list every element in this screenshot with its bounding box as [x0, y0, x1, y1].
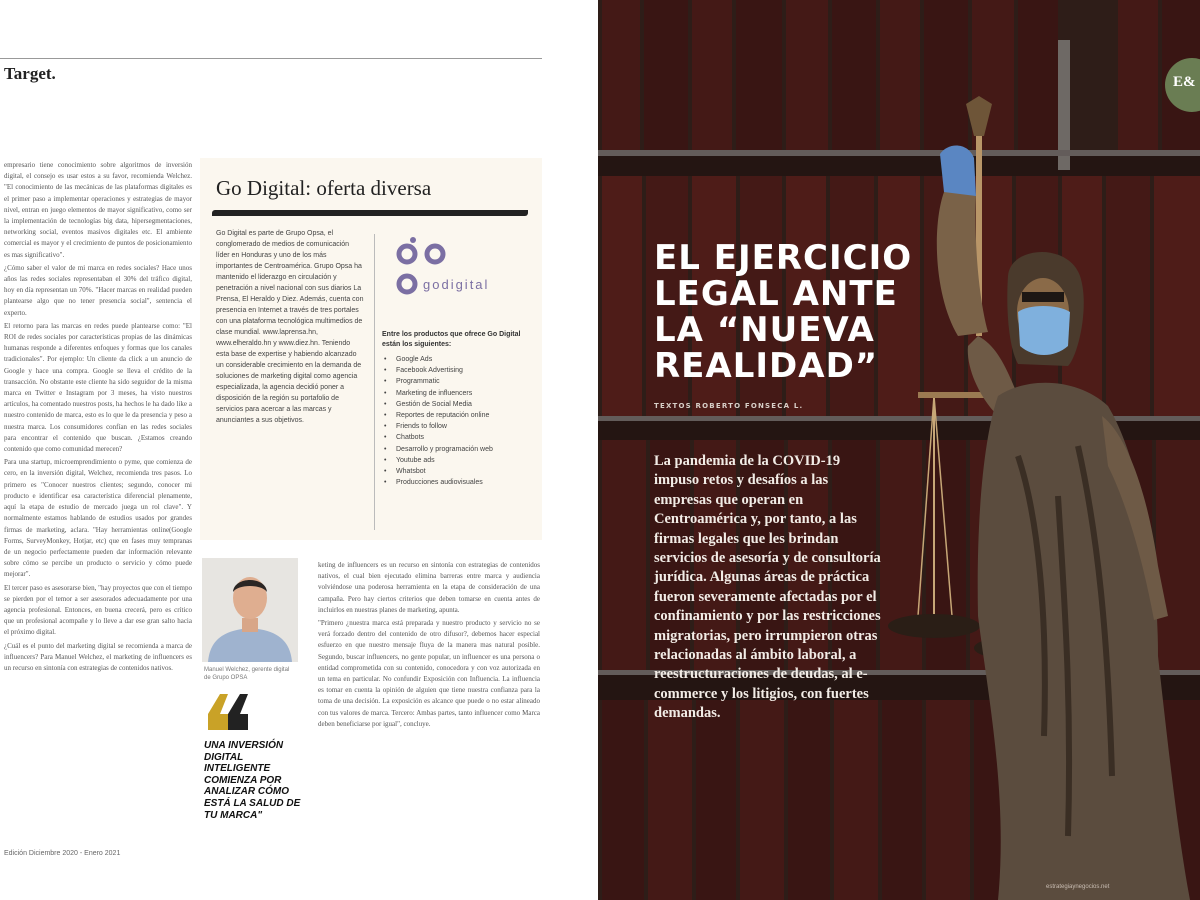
list-item: • Facebook Advertising	[382, 365, 532, 376]
sidebar-box	[200, 158, 542, 540]
portrait-photo	[202, 558, 298, 662]
lady-justice-statue	[858, 96, 1200, 900]
right-page	[598, 0, 1200, 900]
headline-line: LA “NUEVA	[654, 310, 875, 350]
portrait-image	[202, 558, 298, 662]
article-column-right	[318, 560, 540, 842]
paragraph: Para una startup, microemprendimiento o pyme, que comienza de cero, en la inversión digital, Welchez, recomienda tres pasos. Lo primero es "Conocer nuestros clientes; segundo, conocer mi producto e identificar esa característica diferencial plenamente, aquí la etapa de estudio de mercado juega un rol clave". Y normalmente estamos hablando de estudios usados por grandes firmas de marketing, aclara. "Hay herramientas online(Google Forms, SurveyMonkey, Hotjar, etc) que en fases muy tempranas de un negocio perfectamente pueden dar información relevante sobre cómo se percibe un producto o servicio y cómo puede mejorar".	[4, 458, 192, 579]
feature-lead: La pandemia de la COVID-19 impuso retos y desafíos a las empresas que operan en Centroamérica y, por tanto, a las firmas legales que les brindan servicios de asesoría y de consultoría jurídica. Algunas áreas de práctica fueron severamente afectadas por el confinamiento y por las restricciones migratorias, pero irrumpieron otras relacionadas al ámbito laboral, a reestructuraciones de deudas, al e-commerce y los litigios, con fuertes demandas.	[654, 453, 881, 722]
list-item: • Producciones audiovisuales	[382, 477, 532, 488]
list-item: • Chatbots	[382, 432, 532, 443]
sidebar-rule	[212, 210, 528, 216]
list-item: • Reportes de reputación online	[382, 410, 532, 421]
list-item: • Youtube ads	[382, 455, 532, 466]
list-item: • Gestión de Social Media	[382, 399, 532, 410]
sidebar-text: Go Digital es parte de Grupo Opsa, el conglomerado de medios de comunicación líder en Honduras y uno de los más importantes de Centroamérica. Grupo Opsa ha mantenido el liderazgo en circulación y penetración a nivel nacional con sus diarios La Prensa, El Heraldo y Diez. Además, cuenta con presencia en Internet a través de tres portales con una plataforma tecnológica multimedios de clase mundial. www.laprensa.hn, www.elheraldo.hn y www.diez.hn. Teniendo esta base de expertise y habiendo alcanzado un considerable crecimiento en la demanda de soluciones de marketing digital como agencia especializada, la agencia decidió poner a disposición de la región su portafolio de servicios para acercar a las marcas y anunciantes a sus objetivos.	[216, 230, 364, 424]
paragraph: ¿Cómo saber el valor de mi marca en redes sociales? Hace unos años las redes sociales representaban el 30% del tráfico digital, hoy en día representan un 70%. "Hacer marcas en realidad pueden plantearse algo que no tener presencia social", sentencia el experto.	[4, 263, 192, 317]
list-item: • Programmatic	[382, 376, 532, 387]
quote-icon	[204, 692, 256, 732]
page-footer: Edición Diciembre 2020 - Enero 2021	[4, 850, 121, 857]
products-list	[382, 354, 532, 488]
list-item: • Friends to follow	[382, 421, 532, 432]
photo-caption: Manuel Welchez, gerente digital de Grupo OPSA	[204, 667, 290, 681]
paragraph: El tercer paso es asesorarse bien, "hay proyectos que con el tiempo se pierden por el temor a ser asesorados adecuadamente por una agencia profesional. Entonces, en buena crecerá, pero es crítico que un profesional acompañe y lo lleve a dar ese gran salto hacia el próximo digital.	[4, 583, 192, 637]
header-rule	[0, 58, 542, 59]
headline-line: LEGAL ANTE	[654, 274, 898, 314]
list-item: • Whatsbot	[382, 466, 532, 477]
paragraph: empresario tiene conocimiento sobre algoritmos de inversión digital, el consejo es usar estos a su favor, recomienda Welchez. "El conocimiento de las mecánicas de las plataformas digitales es el primer paso a implementar operaciones y estrategias de mayor nivel, entran en juego elementos de mayor significativo, como ser la implementación de tecnologías big data, hipersegmentaciones, networking social, eventos masivos digitales etc. El ambiente comercial es mayor y el crecimiento de puntos de posicionamiento es mas significativo".	[4, 161, 192, 259]
article-column-left	[4, 160, 192, 845]
feature-headline	[654, 240, 984, 384]
logo-text: godigital	[423, 277, 490, 292]
paragraph: El retorno para las marcas en redes puede plantearse como: "El ROI de redes sociales por características propias de las dinámicas humanas responde a diferentes enfoques y formas que los canales tradicionales". Por ejemplo: Un cliente da click a un anuncio de Google y hace una compra. Google se lleva el crédito de la transacción. No obstante este cliente ha sido seguidor de la misma marca en Twitter e Instagram por 3 meses, ha visto nuestros artículos, ha comentado nuestros posts, ha hechos le ha dado like a nuestro contenido de marca, esto es lo que le da presencia y peso a nuestra marca. Los consumidores confían en las redes sociales para encontrar el contenido que buscan. ¿Estamos creando contenido que como comunidad merecen?	[4, 321, 192, 454]
list-item: • Google Ads	[382, 354, 532, 365]
list-item: • Marketing de influencers	[382, 388, 532, 399]
byline: TEXTOS ROBERTO FONSECA L.	[654, 402, 804, 410]
sidebar-divider	[374, 234, 375, 530]
photo-credit: estrategiaynegocios.net	[1046, 884, 1110, 890]
paragraph: ¿Cuál es el punto del marketing digital se recomienda a marca de influencers? Para Manuel Welchez, el marketing de influencers es un recurso en sintonía con estrategias de contenidos nativos.	[4, 641, 192, 672]
left-page	[0, 0, 598, 900]
sidebar-title: Go Digital: oferta diversa	[216, 176, 432, 200]
pull-quote: UNA INVERSIÓN DIGITAL INTELIGENTE COMIENZA POR ANALIZAR CÓMO ESTÁ LA SALUD DE TU MARCA"	[204, 740, 301, 821]
headline-line: REALIDAD”	[654, 346, 879, 386]
godigital-logo	[395, 234, 525, 306]
paragraph: "Primero ¿nuestra marca está preparada y nuestro producto y servicio no se verá forzado dentro del contenido de otro difusor?, debemos hacer especial esfuerzo en que nuestro mensaje fluya de la manera mas natural posible. Segundo, buscar influencers, no gente popular, un influencer es una persona o entidad comprometida con su contenido, conocedora y con voz autorizada en un tema en particular. No confundir Exposición con Influencia. La influencia es tomar en cuenta la opinión de alguien que tiene nuestra confianza para la toma de una decisión. La exposición es alcance que puede o no estar alineado con tus valores de marca. Tercero: Ambas partes, tanto influencer como Marca deben beneficiarse por igual", concluye.	[318, 619, 540, 728]
paragraph: keting de influencers es un recurso en sintonía con estrategias de contenidos nativos, el cual bien ejecutado elimina barreras entre marca y audiencia volviéndose una poderosa herramienta en la etapa de consideración de una campaña. Pero hay ciertos criterios que deben tomarse en cuenta antes de incluirlos en nuestras planes de marketing, apunta.	[318, 561, 540, 614]
products-intro: Entre los productos que ofrece Go Digital están los siguientes:	[382, 331, 521, 348]
headline-line: EL EJERCICIO	[654, 238, 913, 278]
magazine-badge: E&	[1165, 58, 1200, 112]
list-item: • Desarrollo y programación web	[382, 444, 532, 455]
section-title: Target.	[4, 64, 56, 83]
